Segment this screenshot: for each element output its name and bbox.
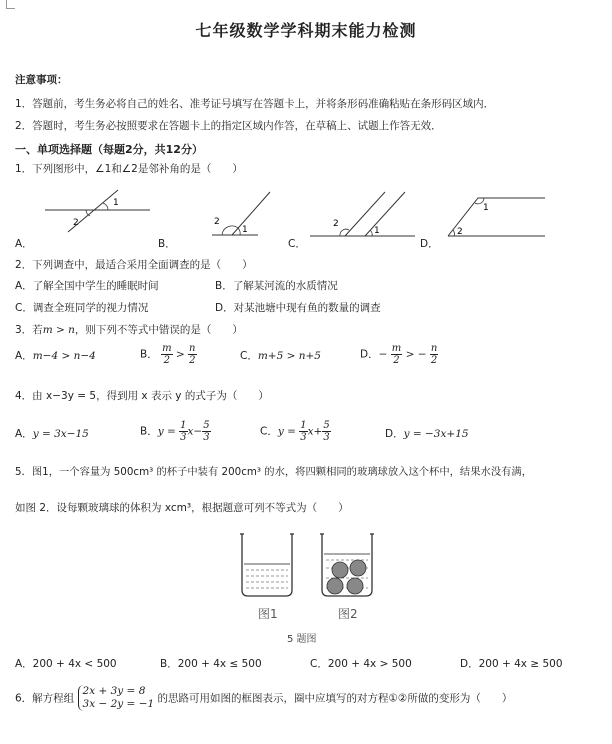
q6-stem: [15, 685, 512, 711]
q1-figures: [0, 180, 612, 250]
fig1-label: 图1: [258, 607, 278, 621]
q1-a-angle-1: 1: [113, 198, 119, 208]
beaker-1-icon: [240, 534, 294, 596]
page-title: 七年级数学学科期末能力检测: [195, 21, 417, 40]
q2-option-a: A．了解全国中学生的睡眠时间: [15, 280, 159, 292]
notice-item-1: 1．答题前，考生务必将自己的姓名、准考证号填写在答题卡上，并将条形码准确粘贴在条形码区域内．: [15, 98, 495, 110]
q1-label-c: C．: [288, 238, 306, 250]
beaker-2-icon: [320, 534, 374, 596]
q1-c-angle-1: 1: [374, 226, 380, 236]
fig2-label: 图2: [338, 607, 358, 621]
q1-figure-c: [310, 192, 415, 236]
q4-option-b: B．y = $\frac{1}{3}$ x− $\frac{5}{3}$: [140, 420, 210, 443]
q6-equation-system: [78, 685, 155, 711]
q1-stem: 1．下列图形中，∠1和∠2是邻补角的是（ ）: [15, 163, 243, 175]
q1-b-angle-1: 1: [242, 225, 248, 235]
q1-c-angle-2: 2: [333, 219, 339, 229]
q5-option-c: C．200 + 4x > 500: [310, 658, 412, 670]
q4-option-c: C．y = $\frac{1}{3}$ x+ $\frac{5}{3}$: [260, 420, 330, 443]
q5-caption: 5 题图: [287, 634, 317, 645]
q5-figures: [230, 528, 390, 628]
q5-option-d: D．200 + 4x ≥ 500: [460, 658, 563, 670]
q4-option-d: D．y = −3x+15: [385, 428, 469, 440]
q1-figure-b: [212, 192, 270, 235]
q2-option-c: C．调查全班同学的视力情况: [15, 302, 149, 314]
q1-d-angle-1: 1: [483, 203, 489, 213]
q5-option-a: A．200 + 4x < 500: [15, 658, 117, 670]
q1-a-angle-2: 2: [73, 218, 79, 228]
q6-eq2: 3x − 2y = −1: [82, 698, 155, 710]
q2-stem: 2．下列调查中，最适合采用全面调查的是（ ）: [15, 259, 253, 271]
q3-option-c: C．m+5 > n+5: [240, 350, 321, 362]
q1-b-angle-2: 2: [214, 217, 220, 227]
q3-option-d: D．− $\frac{m}{2}$ > − $\frac{n}{2}$: [360, 343, 438, 366]
q6-prefix: 6．解方程组: [15, 692, 75, 705]
q1-figure-d: [448, 198, 545, 237]
section-heading: 一、单项选择题（每题2分，共12分）: [15, 143, 203, 156]
notice-item-2: 2．答题时，考生务必按照要求在答题卡上的指定区域内作答，在草稿上、试题上作答无效．: [15, 120, 442, 132]
q6-eq1: 2x + 3y = 8: [82, 685, 146, 697]
q5-line-2: 如图 2．设每颗玻璃球的体积为 xcm³，根据题意可列不等式为（ ）: [15, 502, 349, 514]
q2-option-d: D．对某池塘中现有鱼的数量的调查: [215, 302, 381, 314]
q1-label-d: D．: [420, 238, 439, 250]
q1-figure-a: [45, 190, 150, 232]
q2-option-b: B．了解某河流的水质情况: [215, 280, 338, 292]
q3-option-b: B． $\frac{m}{2}$ > $\frac{n}{2}$: [140, 343, 196, 366]
q4-stem: 4．由 x−3y = 5，得到用 x 表示 y 的式子为（ ）: [15, 390, 269, 402]
q1-label-b: B．: [158, 238, 176, 250]
q3-stem: 3．若m > n，则下列不等式中错误的是（ ）: [15, 324, 243, 336]
q6-suffix: 的思路可用如图的框图表示，圈中应填写的对方程①②所做的变形为（ ）: [157, 692, 513, 705]
q5-option-b: B．200 + 4x ≤ 500: [160, 658, 262, 670]
notice-heading: 注意事项：: [15, 74, 68, 86]
page-corner-mark: [6, 0, 15, 9]
q4-option-a: A．y = 3x−15: [15, 428, 89, 440]
q3-option-a: A．m−4 > n−4: [15, 350, 96, 362]
q5-line-1: 5．图1，一个容量为 500cm³ 的杯子中装有 200cm³ 的水，将四颗相同的玻璃球放入这个杯中，结果水没有满，: [15, 466, 533, 478]
q1-label-a: A．: [15, 238, 33, 250]
q1-d-angle-2: 2: [457, 227, 463, 237]
